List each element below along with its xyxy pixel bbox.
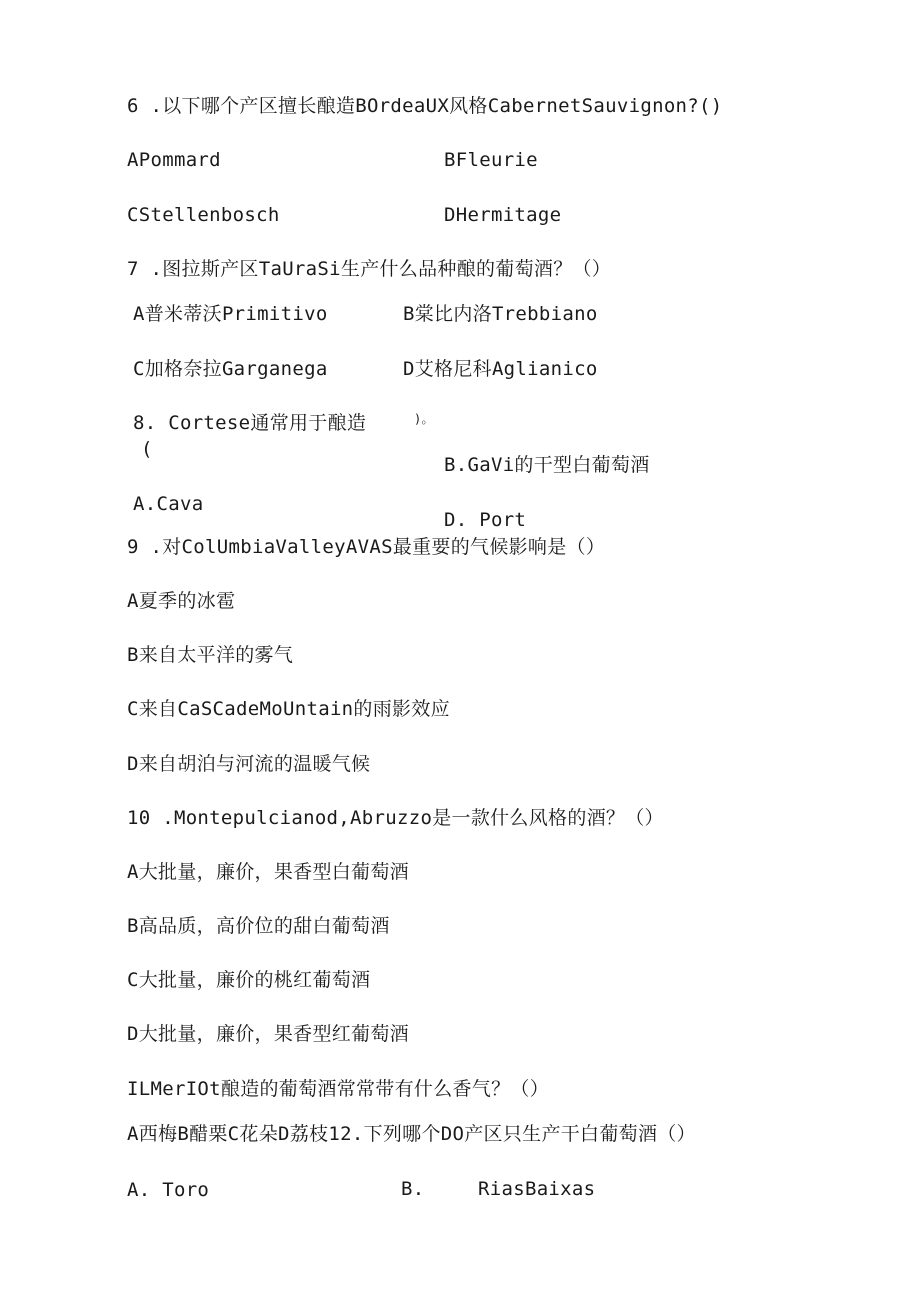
question-6-option-d: DHermitage	[444, 204, 562, 226]
question-12-option-a: A. Toro	[127, 1179, 210, 1201]
question-9-option-a: A夏季的冰雹	[127, 590, 236, 612]
question-7-text: 7 .图拉斯产区TaUraSi生产什么品种酿的葡萄酒？（）	[127, 258, 612, 280]
question-7-option-b: B棠比内洛Trebbiano	[403, 303, 598, 325]
question-6-option-b: BFleurie	[444, 149, 538, 171]
question-6-text: 6 .以下哪个产区擅长酿造BOrdeaUX风格CabernetSauvignon?()	[127, 95, 723, 117]
question-12-option-b-value: RiasBaixas	[478, 1178, 596, 1200]
question-11-options-and-question-12: A西梅B醋栗C花朵D荔枝12.下列哪个DO产区只生产干白葡萄酒（）	[127, 1123, 696, 1145]
question-11-text: ILMerIOt酿造的葡萄酒常常带有什么香气？（）	[127, 1078, 550, 1100]
question-6-option-c: CStellenbosch	[127, 204, 280, 226]
question-7-option-c: C加格奈拉Garganega	[133, 358, 328, 380]
question-6-option-a: APommard	[127, 149, 221, 171]
question-10-option-b: B高品质，高价位的甜白葡萄酒	[127, 915, 390, 937]
question-10-text: 10 .Montepulcianod,Abruzzo是一款什么风格的酒？（）	[127, 807, 664, 829]
question-10-option-d: D大批量，廉价，果香型红葡萄酒	[127, 1023, 409, 1045]
question-10-option-c: C大批量，廉价的桃红葡萄酒	[127, 969, 371, 991]
question-7-option-a: A普米蒂沃Primitivo	[133, 303, 328, 325]
question-9-text: 9 .对ColUmbiaValleyAVAS最重要的气候影响是（）	[127, 536, 606, 558]
question-9-option-b: B来自太平洋的雾气	[127, 644, 294, 666]
question-8-option-a: A.Cava	[133, 493, 204, 515]
question-8-text: 8. Cortese通常用于酿造	[133, 412, 367, 434]
question-12-option-b-label: B.	[401, 1178, 425, 1200]
question-9-option-c: C来自CaSCadeMoUntain的雨影效应	[127, 698, 450, 720]
question-10-option-a: A大批量，廉价，果香型白葡萄酒	[127, 861, 409, 883]
question-7-option-d: D艾格尼科Aglianico	[403, 358, 598, 380]
question-8-option-d: D. Port	[444, 509, 527, 531]
question-8-option-b: B.GaVi的干型白葡萄酒	[444, 454, 650, 476]
question-9-option-d: D来自胡泊与河流的温暖气候	[127, 753, 371, 775]
question-8-paren-open: (	[141, 438, 153, 460]
question-8-paren-close: )。	[414, 412, 434, 426]
